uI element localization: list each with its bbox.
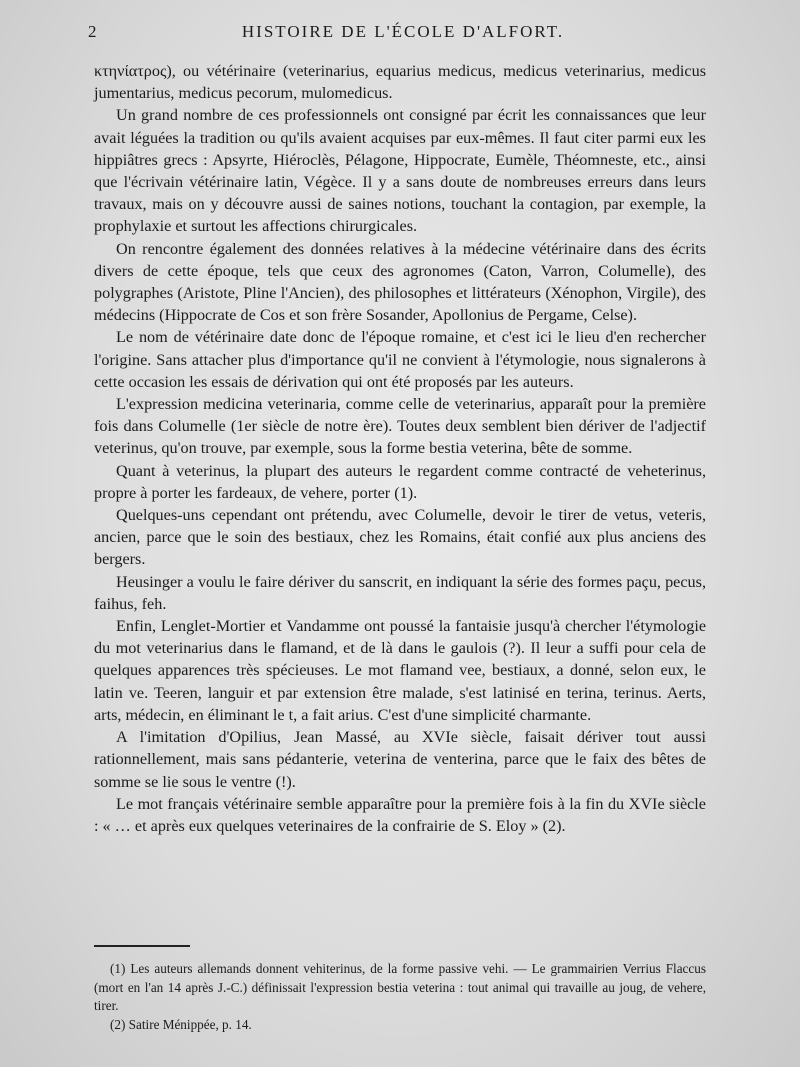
paragraph: κτηνίατρος), ou vétérinaire (veterinarius, equarius medicus, medicus veterinarius, medicus jumentarius, medicus pecorum, mulomedicus. bbox=[94, 62, 706, 103]
paragraph: Le nom de vétérinaire date donc de l'époque romaine, et c'est ici le lieu d'en rechercher l'origine. Sans attacher plus d'importance qu'il ne convient à l'étymologie, nous signalerons à cette occasion les essais de dérivation qui ont été proposés par les auteurs. bbox=[94, 328, 706, 391]
paragraph: A l'imitation d'Opilius, Jean Massé, au XVIe siècle, faisait dériver tout aussi rationnellement, mais sans pédanterie, veterina de venterina, parce que le faix des bêtes de somme se lie sous le ventre (!). bbox=[94, 728, 706, 791]
paragraph: Quant à veterinus, la plupart des auteurs le regardent comme contracté de veheterinus, propre à porter les fardeaux, de vehere, porter (1). bbox=[94, 461, 706, 502]
paragraph: L'expression medicina veterinaria, comme celle de veterinarius, apparaît pour la première fois dans Columelle (1er siècle de notre ère). Toutes deux semblent bien dériver de l'adjectif veterinus, qu'on trouve, par exemple, sous la forme bestia veterina, bête de somme. bbox=[94, 395, 706, 458]
footnote: (2) Satire Ménippée, p. 14. bbox=[110, 1016, 252, 1032]
body-text bbox=[94, 60, 706, 837]
page-header bbox=[88, 22, 718, 52]
page-number: 2 bbox=[88, 22, 99, 41]
paragraph: Quelques-uns cependant ont prétendu, avec Columelle, devoir le tirer de vetus, veteris, ancien, parce que le soin des bestiaux, chez les Romains, était confié aux plus anciens des bergers. bbox=[94, 506, 706, 569]
running-title: HISTOIRE DE L'ÉCOLE D'ALFORT. bbox=[241, 22, 565, 41]
paragraph: Heusinger a voulu le faire dériver du sanscrit, en indiquant la série des formes paçu, pecus, faihus, feh. bbox=[94, 572, 706, 613]
footnote: (1) Les auteurs allemands donnent vehiterinus, de la forme passive vehi. — Le grammairien Verrius Flaccus (mort en l'an 14 après J.-C.) définissait l'expression bestia veterina : tout animal qui travaille au joug, de vehere, tirer. bbox=[94, 961, 706, 1013]
paragraph: On rencontre également des données relatives à la médecine vétérinaire dans des écrits divers de cette époque, tels que ceux des agronomes (Caton, Varron, Columelle), des polygraphes (Aristote, Pline l'Ancien), des philosophes et littérateurs (Xénophon, Virgile), des médecins (Hippocrate de Cos et son frère Sosander, Apollonius de Pergame, Celse). bbox=[94, 239, 706, 325]
footnotes bbox=[94, 960, 706, 1034]
footnote-rule bbox=[94, 945, 190, 947]
paragraph: Un grand nombre de ces professionnels ont consigné par écrit les connaissances que leur avait léguées la tradition ou qu'ils avaient acquises par eux-mêmes. Il faut citer parmi eux les hippiâtres grecs : Apsyrte, Hiéroclès, Pélagone, Hippocrate, Eumèle, Théomneste, etc., ainsi que l'écrivain vétérinaire latin, Végèce. Il y a sans doute de nombreuses erreurs dans leurs travaux, mais on y découvre aussi de saines notions, touchant la contagion, par exemple, la prophylaxie et surtout les affections chirurgicales. bbox=[94, 106, 706, 236]
paragraph: Le mot français vétérinaire semble apparaître pour la première fois à la fin du XVIe siècle : « … et après eux quelques veterinaires de la confrairie de S. Eloy » (2). bbox=[94, 794, 706, 835]
paragraph: Enfin, Lenglet-Mortier et Vandamme ont poussé la fantaisie jusqu'à chercher l'étymologie du mot veterinarius dans le flamand, et de là dans le gaulois (?). Il leur a suffi pour cela de quelques apparences très spécieuses. Le mot flamand vee, bestiaux, a donné, selon eux, le latin ve. Teeren, languir et par extension être malade, s'est latinisé en terina, terinus. Aerts, arts, médecin, en éliminant le t, a fait arius. C'est d'une simplicité charmante. bbox=[94, 617, 706, 724]
